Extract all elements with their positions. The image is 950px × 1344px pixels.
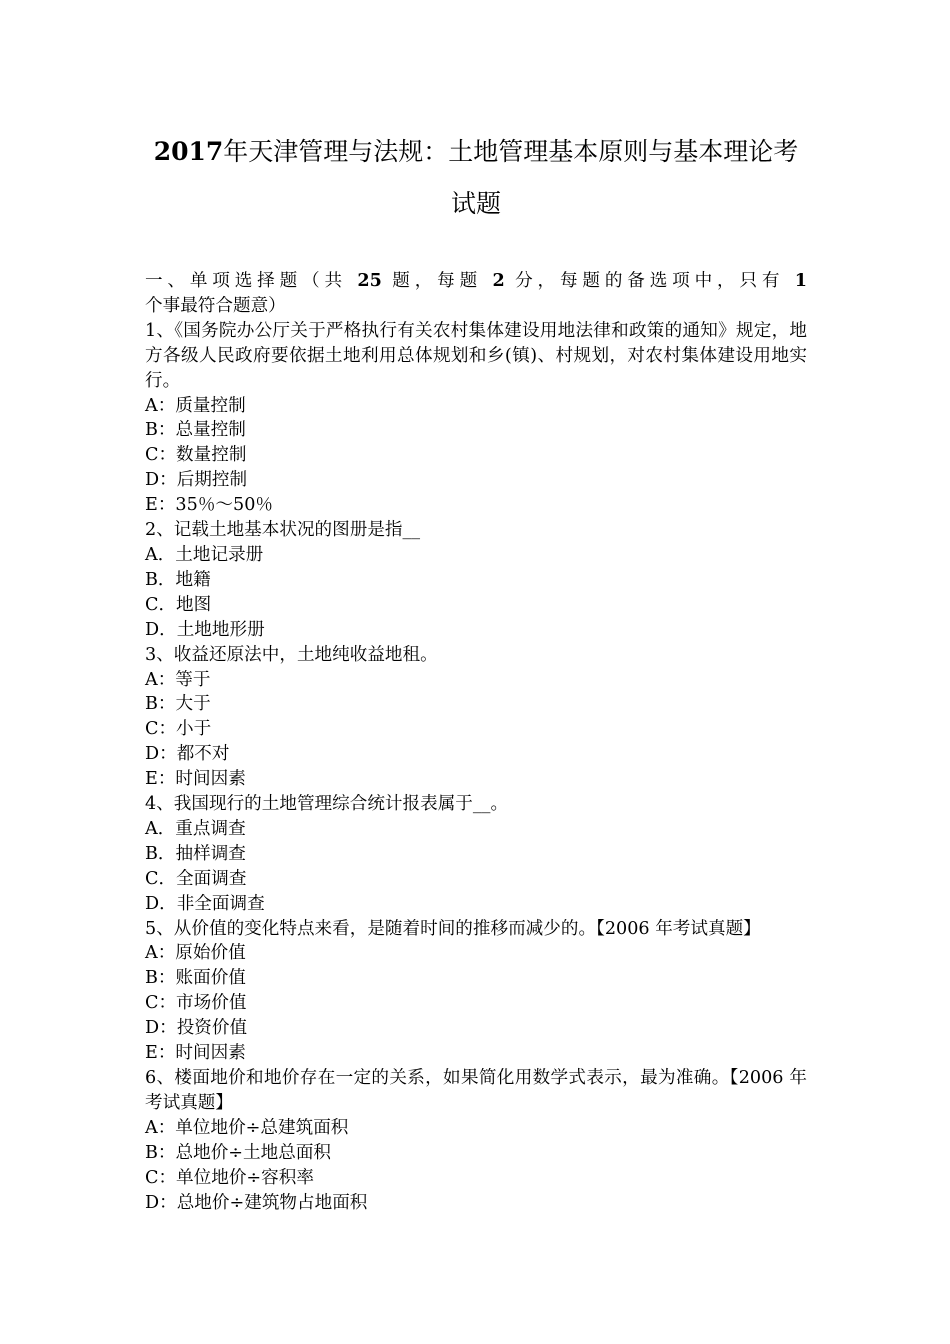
title-line1: 年天津管理与法规：土地管理基本原则与基本理论考 <box>223 137 799 166</box>
question-2 <box>145 518 807 643</box>
answer-option: A：单位地价÷总建筑面积 <box>145 1117 349 1138</box>
answer-option: C：市场价值 <box>145 993 247 1014</box>
answer-option: D．非全面调查 <box>145 893 265 914</box>
answer-option: D：后期控制 <box>145 470 248 491</box>
question-stem: 5、从价值的变化特点来看，是随着时间的推移而减少的。【2006 年考试真题】 <box>145 918 761 939</box>
answer-option: C：小于 <box>145 719 212 740</box>
answer-option: E：时间因素 <box>145 769 246 790</box>
answer-option: B：总量控制 <box>145 420 246 441</box>
answer-option: A．土地记录册 <box>145 544 264 565</box>
answer-option: A：质量控制 <box>145 395 246 416</box>
answer-option: A：原始价值 <box>145 943 246 964</box>
answer-option: B．抽样调查 <box>145 843 246 864</box>
title-year: 2017 <box>153 137 224 166</box>
answer-option: B：账面价值 <box>145 968 246 989</box>
question-1 <box>145 319 807 518</box>
question-4 <box>145 792 807 917</box>
answer-option: B：总地价÷土地总面积 <box>145 1142 332 1163</box>
answer-option: E：35％～50％ <box>145 495 273 516</box>
answer-option: C：单位地价÷容积率 <box>145 1167 314 1188</box>
question-3 <box>145 643 807 792</box>
section-header: 一、单项选择题（共 25 题，每题 2 分，每题的备选项中，只有 1 个事最符合题意） <box>145 270 808 316</box>
document-page <box>145 0 807 1215</box>
question-stem: 2、记载土地基本状况的图册是指__ <box>145 520 421 541</box>
document-title <box>145 0 807 230</box>
answer-option: B：大于 <box>145 694 211 715</box>
answer-option: A．重点调查 <box>145 818 246 839</box>
answer-option: B．地籍 <box>145 569 211 590</box>
question-5 <box>145 917 807 1066</box>
question-6 <box>145 1066 807 1215</box>
answer-option: C：数量控制 <box>145 445 247 466</box>
question-stem: 6、楼面地价和地价存在一定的关系，如果简化用数学式表示，最为准确。【2006 年考试真题】 <box>145 1068 807 1113</box>
document-body <box>145 269 807 1215</box>
answer-option: C．地图 <box>145 594 212 615</box>
answer-option: E：时间因素 <box>145 1043 246 1064</box>
answer-option: D．土地地形册 <box>145 619 265 640</box>
question-stem: 1、《国务院办公厅关于严格执行有关农村集体建设用地法律和政策的通知》规定，地方各级人民政府要依据土地利用总体规划和乡(镇)、村规划，对农村集体建设用地实行。 <box>145 320 807 391</box>
question-stem: 4、我国现行的土地管理综合统计报表属于__。 <box>145 794 509 815</box>
answer-option: D：总地价÷建筑物占地面积 <box>145 1192 368 1213</box>
answer-option: D：投资价值 <box>145 1018 248 1039</box>
answer-option: D：都不对 <box>145 744 230 765</box>
answer-option: C．全面调查 <box>145 868 247 889</box>
answer-option: A：等于 <box>145 669 211 690</box>
question-stem: 3、收益还原法中，土地纯收益地租。 <box>145 644 438 665</box>
title-line2: 试题 <box>450 189 501 218</box>
